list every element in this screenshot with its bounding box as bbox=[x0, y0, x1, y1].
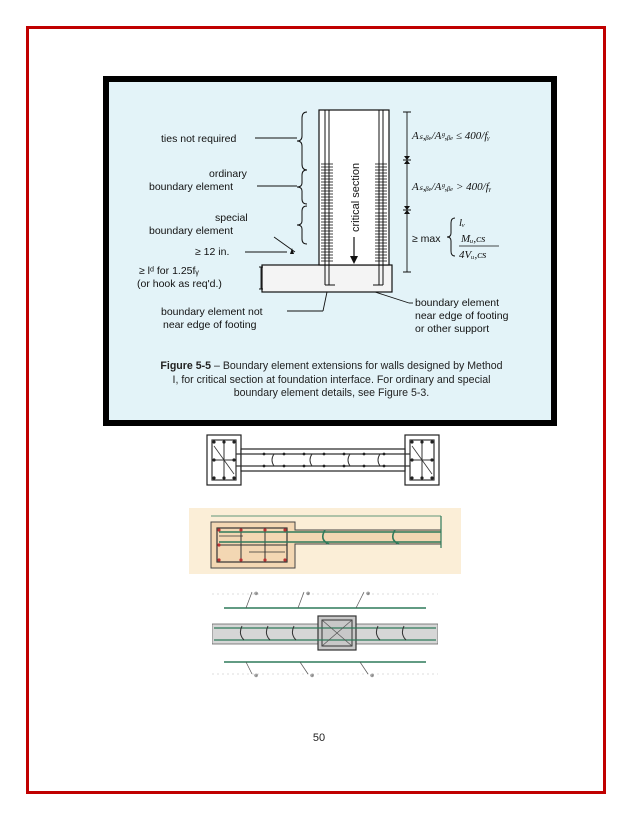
max-label: ≥ max bbox=[412, 233, 441, 245]
figure-5-5 bbox=[103, 76, 557, 426]
middle-ratio-equation: Aₛ,ᵦₑ/Aᵍ,ᵦₑ > 400/fᵧ bbox=[412, 181, 492, 193]
callout-4: ⊕ bbox=[254, 673, 259, 678]
near-label-1: boundary element bbox=[415, 297, 500, 309]
callout-5: ⊕ bbox=[310, 673, 315, 678]
callout-3: ⊕ bbox=[366, 591, 371, 597]
callout-2: ⊕ bbox=[306, 591, 311, 597]
max-denominator: 4Vᵤ,ᴄѕ bbox=[459, 249, 487, 261]
not-near-label-1: boundary element not bbox=[161, 306, 263, 318]
boundary-end-detail bbox=[189, 508, 461, 574]
near-label-2: near edge of footing bbox=[415, 310, 509, 322]
footing bbox=[262, 265, 392, 292]
page-number: 50 bbox=[312, 732, 326, 744]
ties-not-required-label: ties not required bbox=[161, 133, 237, 145]
min-12in-label: ≥ 12 in. bbox=[195, 246, 230, 258]
wall-intersection-detail bbox=[212, 586, 438, 678]
wall-plan-detail bbox=[204, 432, 442, 488]
ld-label-2: (or hook as req'd.) bbox=[137, 278, 222, 290]
figure-caption-text: – Boundary element extensions for walls designed by Method I, for critical section at foundation interface. For ordinary and special boundary element details, see Figure 5-3. bbox=[172, 360, 503, 399]
special-label-2: boundary element bbox=[149, 225, 234, 237]
ordinary-label-2: boundary element bbox=[149, 181, 234, 193]
critical-section-label: critical section bbox=[350, 162, 362, 232]
upper-ratio-equation: Aₛ,ᵦₑ/Aᵍ,ᵦₑ ≤ 400/fᵧ bbox=[412, 130, 490, 142]
not-near-label-2: near edge of footing bbox=[163, 319, 257, 331]
ordinary-label-1: ordinary bbox=[209, 168, 247, 180]
near-label-3: or other support bbox=[415, 323, 490, 335]
special-label-1: special bbox=[215, 212, 248, 224]
ld-label-1: ≥ lᵈ for 1.25fᵧ bbox=[139, 265, 199, 277]
max-numerator: Mᵤ,ᴄѕ bbox=[461, 233, 486, 245]
callout-1: ⊕ bbox=[254, 591, 259, 597]
figure-number: Figure 5-5 bbox=[160, 360, 212, 372]
max-lw: lᵥ bbox=[459, 217, 466, 229]
callout-6: ⊕ bbox=[370, 673, 375, 678]
brace-ties bbox=[297, 112, 307, 170]
figure-caption bbox=[159, 360, 504, 401]
figure-panel bbox=[109, 82, 551, 420]
